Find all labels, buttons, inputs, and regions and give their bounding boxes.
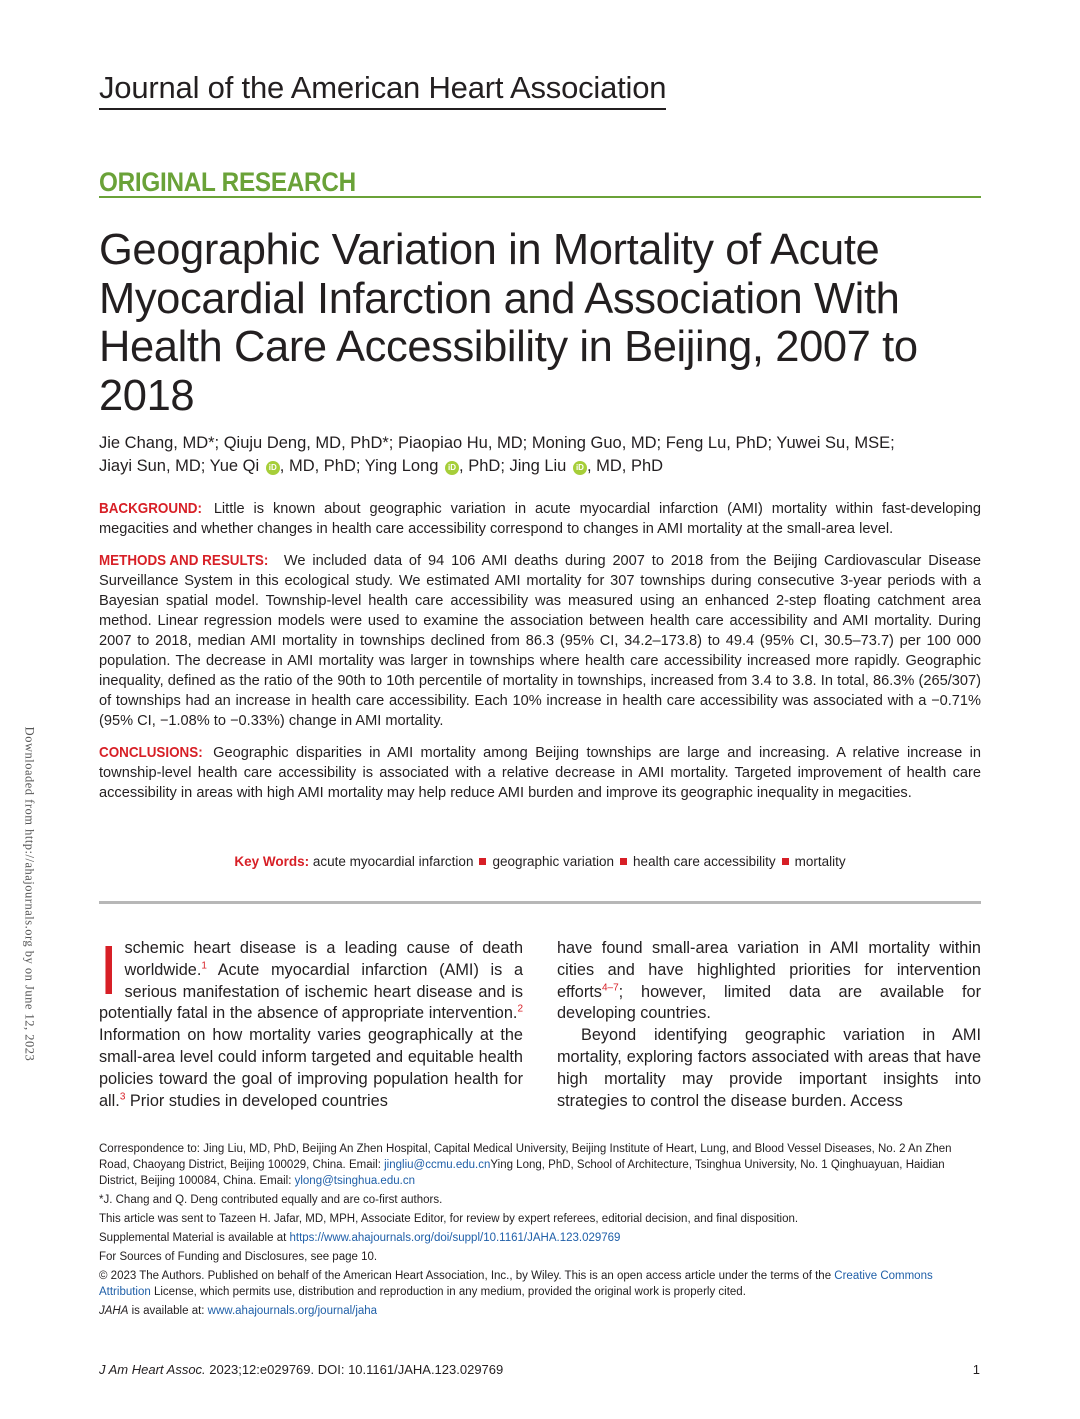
abstract bbox=[99, 499, 981, 815]
citation-ref[interactable]: 2 bbox=[517, 1003, 523, 1015]
license-link[interactable]: Creative Commons Attribution bbox=[99, 1270, 933, 1298]
keyword: acute myocardial infarction bbox=[312, 854, 474, 869]
abstract-heading: BACKGROUND: bbox=[99, 501, 202, 517]
email-link[interactable]: jingliu@ccmu.edu.cn bbox=[384, 1159, 491, 1171]
keyword: geographic variation bbox=[492, 854, 615, 869]
citation-ref[interactable]: 1 bbox=[201, 960, 207, 972]
abstract-text: Little is known about geographic variation in acute myocardial infarction (AMI) mortality within fast-developing megacities and whether changes in health care accessibility correspond to changes in AMI mortality at the small-area level. bbox=[99, 501, 981, 537]
copyright-note bbox=[99, 1268, 981, 1300]
keywords-heading: Key Words: bbox=[234, 854, 310, 869]
abstract-conclusions bbox=[99, 743, 981, 803]
keyword: mortality bbox=[794, 854, 846, 869]
author-line-1: Jie Chang, MD*; Qiuju Deng, MD, PhD*; Piaopiao Hu, MD; Moning Guo, MD; Feng Lu, PhD; Yuwei Su, MSE; bbox=[99, 434, 895, 452]
keyword-separator bbox=[479, 858, 486, 865]
keyword-separator bbox=[620, 858, 627, 865]
abstract-background bbox=[99, 499, 981, 539]
abstract-text: Geographic disparities in AMI mortality among Beijing townships are large and increasing. A relative increase in township-level health care accessibility is associated with a relative decrease in AMI mortality. Targeted improvement of health care accessibility in areas with high AMI mortality may help reduce AMI burden and improve its geographic inequality in megacities. bbox=[99, 745, 982, 801]
orcid-icon[interactable]: iD bbox=[573, 461, 587, 475]
body-text: Information on how mortality varies geographically at the small-area level could inform targeted and equitable health policies toward the goal of improving population health for all. bbox=[99, 1026, 523, 1110]
correspondence-note bbox=[99, 1141, 981, 1189]
footnote-text: © 2023 The Authors. Published on behalf of the American Heart Association, Inc., by Wiley. This is an open access article under the terms of the bbox=[99, 1270, 835, 1282]
jaha-abbrev: JAHA bbox=[99, 1305, 129, 1317]
keyword-separator bbox=[782, 858, 789, 865]
abstract-methods bbox=[99, 551, 981, 731]
footnote-text: License, which permits use, distribution and reproduction in any medium, provided the original work is properly cited. bbox=[150, 1286, 746, 1298]
author-list bbox=[99, 432, 979, 478]
supplemental-link[interactable]: https://www.ahajournals.org/doi/suppl/10.1161/JAHA.123.029769 bbox=[289, 1232, 621, 1244]
drop-cap: I bbox=[99, 931, 119, 1009]
body-text: ; however, limited data are available for developing countries. bbox=[557, 982, 981, 1023]
funding-note: For Sources of Funding and Disclosures, see page 10. bbox=[99, 1251, 378, 1263]
body-text: have found small-area variation in AMI mortality within cities and have highlighted priorities for intervention efforts bbox=[557, 939, 981, 1001]
jaha-note bbox=[99, 1303, 981, 1319]
cofirst-note: *J. Chang and Q. Deng contributed equally and are co-first authors. bbox=[99, 1194, 443, 1206]
footnote-text: Supplemental Material is available at bbox=[99, 1232, 290, 1244]
footnote-text: Ying Long, PhD, School of Architecture, Tsinghua University, No. 1 Qinghuayuan, Haidian District, Beijing 100084, China. Email: bbox=[99, 1159, 945, 1187]
keywords bbox=[99, 852, 981, 872]
orcid-icon[interactable]: iD bbox=[266, 461, 280, 475]
keyword: health care accessibility bbox=[633, 854, 776, 869]
footnotes bbox=[99, 1141, 981, 1322]
email-link[interactable]: ylong@tsinghua.edu.cn bbox=[294, 1175, 415, 1187]
author-line-2 bbox=[99, 455, 979, 478]
supplemental-note bbox=[99, 1230, 981, 1246]
body-paragraph bbox=[557, 938, 981, 1025]
author-segment: Jiayi Sun, MD; Yue Qi bbox=[99, 457, 260, 475]
section-label: ORIGINAL RESEARCH bbox=[99, 167, 356, 197]
body-text: schemic heart disease is a leading cause of death worldwide. bbox=[124, 939, 523, 979]
citation-ref[interactable]: 3 bbox=[119, 1091, 126, 1103]
citation-text: 2023;12:e029769. DOI: 10.1161/JAHA.123.029769 bbox=[205, 1362, 504, 1377]
author-segment: , MD, PhD bbox=[586, 457, 664, 475]
page-number: 1 bbox=[972, 1362, 980, 1377]
body-column-right bbox=[557, 938, 981, 1112]
orcid-icon[interactable]: iD bbox=[445, 461, 459, 475]
section-divider bbox=[99, 901, 981, 904]
citation-ref[interactable]: 4–7 bbox=[601, 982, 619, 994]
footnote-text: Correspondence to: Jing Liu, MD, PhD, Beijing An Zhen Hospital, Capital Medical University, Beijing Institute of Heart, Lung, and Blood Vessel Diseases, No. 2 An Zhen Road, Chaoyang District, Beijing 100029, China. Email: bbox=[99, 1143, 952, 1171]
journal-link[interactable]: www.ahajournals.org/journal/jaha bbox=[207, 1305, 378, 1317]
abstract-heading: METHODS AND RESULTS: bbox=[99, 553, 269, 569]
body-text: Acute myocardial infarction (AMI) is a serious manifestation of ischemic heart disease and is potentially fatal in the absence of appropriate intervention. bbox=[99, 960, 523, 1023]
body-column-left bbox=[99, 931, 523, 1112]
review-note: This article was sent to Tazeen H. Jafar, MD, MPH, Associate Editor, for review by expert referees, editorial decision, and final disposition. bbox=[99, 1213, 799, 1225]
author-segment: , PhD; Jing Liu bbox=[459, 457, 567, 475]
download-watermark: Downloaded from http://ahajournals.org by on June 12, 2023 bbox=[22, 726, 37, 1062]
body-text: Prior studies in developed countries bbox=[125, 1091, 388, 1110]
body-paragraph: Beyond identifying geographic variation in AMI mortality, exploring factors associated with areas that have high mortality may provide important insights into strategies to control the disease burden. Access bbox=[557, 1026, 981, 1110]
footnote-text: is available at: bbox=[128, 1305, 208, 1317]
abstract-heading: CONCLUSIONS: bbox=[99, 745, 203, 761]
article-title: Geographic Variation in Mortality of Acute Myocardial Infarction and Association With Health Care Accessibility in Beijing, 2007 to 2018 bbox=[99, 226, 918, 420]
journal-name: Journal of the American Heart Association bbox=[99, 68, 666, 110]
body-paragraph bbox=[99, 931, 523, 1112]
section-rule bbox=[99, 196, 981, 198]
journal-abbrev: J Am Heart Assoc. bbox=[99, 1362, 206, 1377]
abstract-text: We included data of 94 106 AMI deaths during 2007 to 2018 from the Beijing Cardiovascular Disease Surveillance System in this ecological study. We estimated AMI mortality for 307 townships during consecutive 3-year periods with a Bayesian spatial model. Township-level health care accessibility was measured using an enhanced 2-step floating catchment area method. Linear regression models were used to examine the association between health care accessibility and AMI mortality. During 2007 to 2018, median AMI mortality in townships declined from 86.3 (95% CI, 34.2–173.8) to 49.4 (95% CI, 30.5–73.7) per 100 000 population. The decrease in AMI mortality was larger in townships where health care accessibility increased more rapidly. Geographic inequality, defined as the ratio of the 90th to 10th percentile of mortality in townships, increased from 3.4 to 3.8. In total, 86.3% (265/307) of townships had an increase in health care accessibility. Each 10% increase in health care accessibility was associated with a −0.71% (95% CI, −1.08% to −0.33%) change in AMI mortality. bbox=[99, 553, 981, 729]
citation-footer bbox=[99, 1362, 503, 1377]
author-segment: , MD, PhD; Ying Long bbox=[279, 457, 439, 475]
